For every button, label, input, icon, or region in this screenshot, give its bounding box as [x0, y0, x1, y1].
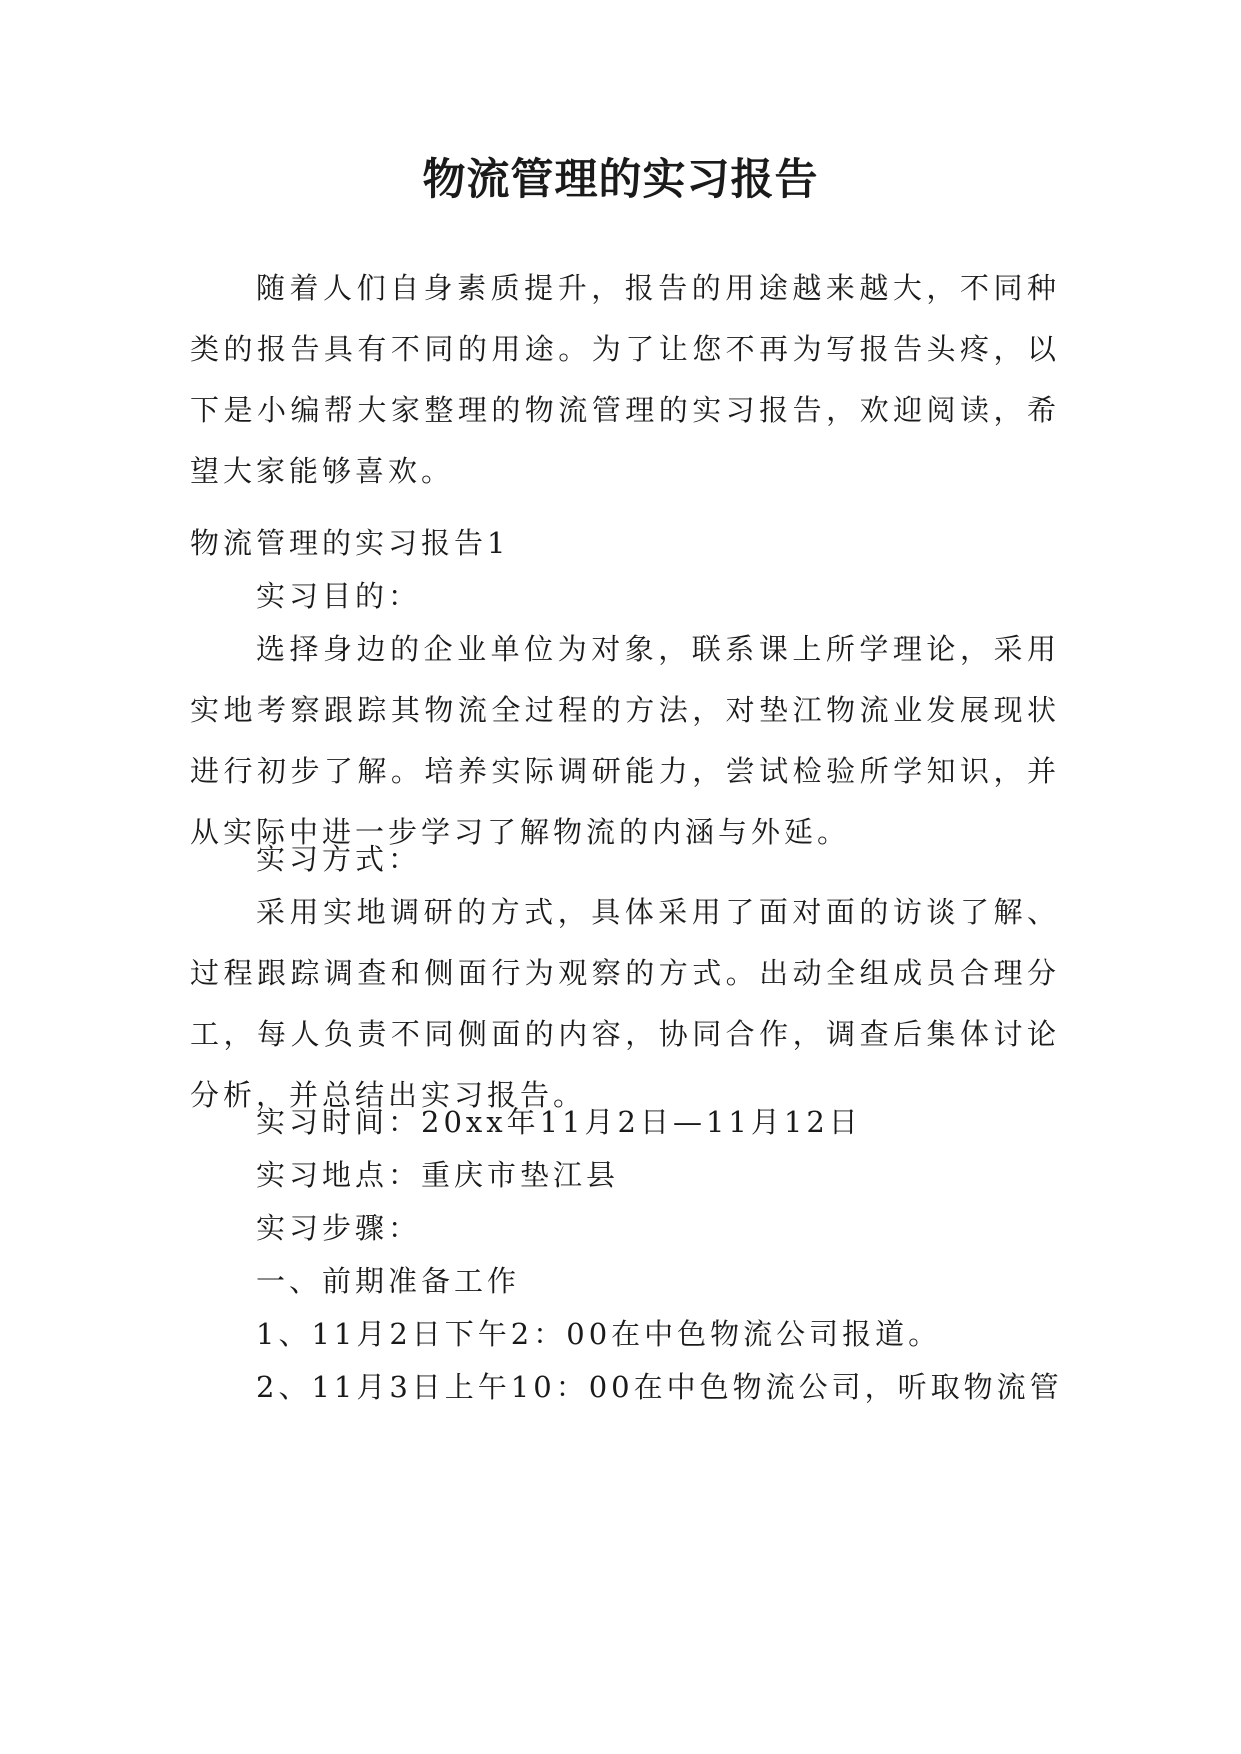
step-item: 2、11月3日上午10：00在中色物流公司，听取物流管 — [256, 1370, 1063, 1404]
time-line: 实习时间：20xx年11月2日—11月12日 — [256, 1105, 862, 1139]
method-label: 实习方式： — [256, 842, 422, 876]
purpose-paragraph: 选择身边的企业单位为对象，联系课上所学理论，采用实地考察跟踪其物流全过程的方法，对垫江物流业发展现状进行初步了解。培养实际调研能力，尝试检验所学知识，并从实际中进一步学习了解物流的内涵与外延。 — [190, 632, 1060, 849]
place-line: 实习地点：重庆市垫江县 — [256, 1158, 620, 1192]
step-heading: 一、前期准备工作 — [256, 1264, 521, 1298]
step-item: 1、11月2日下午2：00在中色物流公司报道。 — [256, 1317, 942, 1351]
steps-label: 实习步骤： — [256, 1211, 422, 1245]
document-title: 物流管理的实习报告 — [422, 155, 819, 205]
intro-paragraph: 随着人们自身素质提升，报告的用途越来越大，不同种类的报告具有不同的用途。为了让您不再为写报告头疼，以下是小编帮大家整理的物流管理的实习报告，欢迎阅读，希望大家能够喜欢。 — [190, 271, 1060, 488]
purpose-label: 实习目的： — [256, 579, 422, 613]
section-heading: 物流管理的实习报告1 — [190, 526, 510, 560]
method-paragraph: 采用实地调研的方式，具体采用了面对面的访谈了解、过程跟踪调查和侧面行为观察的方式。出动全组成员合理分工，每人负责不同侧面的内容，协同合作，调查后集体讨论分析，并总结出实习报告。 — [190, 895, 1060, 1112]
